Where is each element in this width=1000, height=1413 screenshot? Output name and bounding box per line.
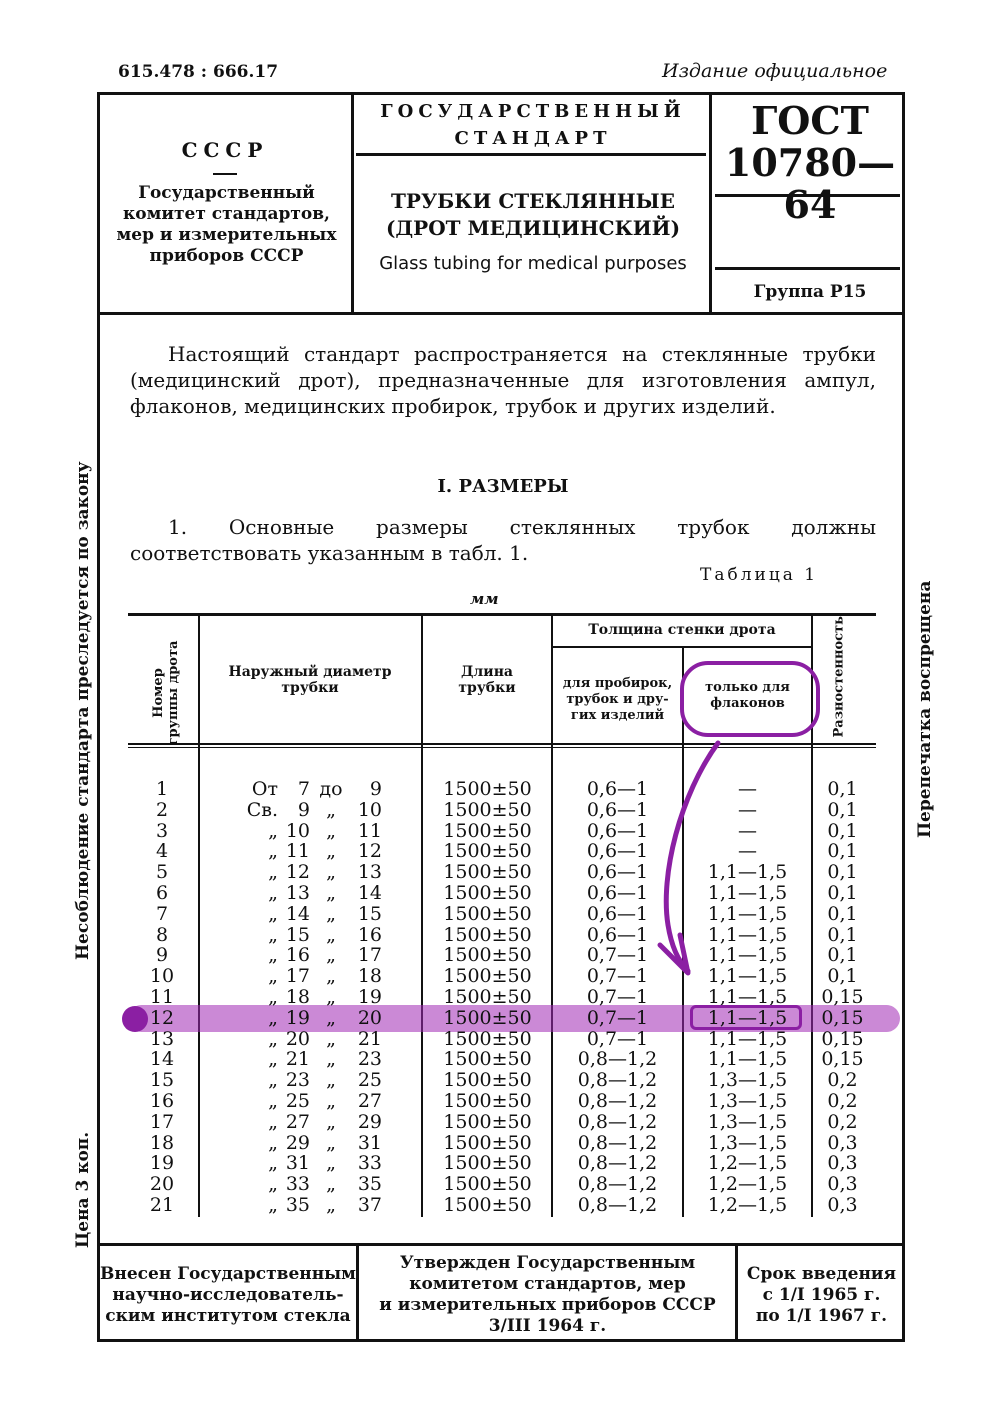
cell-diff: 0,2 <box>827 1069 858 1092</box>
cell-t2: 1,1—1,5 <box>707 882 788 904</box>
cell-length: 1500±50 <box>443 1194 532 1216</box>
cell-length: 1500±50 <box>443 1090 532 1112</box>
cell-t2: 1,1—1,5 <box>707 1006 788 1029</box>
cell-d1: 14 <box>285 902 310 925</box>
arrow-stroke <box>666 743 718 971</box>
cell-prefix: „ <box>268 1110 278 1133</box>
cell-mid: „ <box>326 1006 336 1029</box>
cell-t2: 1,2—1,5 <box>707 1173 788 1196</box>
table-label: Таблица 1 <box>700 565 819 585</box>
cell-prefix: „ <box>268 965 278 988</box>
cell-d1: 35 <box>285 1194 310 1216</box>
side-reprint-note: Перепечатка воспрещена <box>915 580 935 838</box>
footer-line: 3/III 1964 г. <box>488 1316 607 1336</box>
cell-t1: 0,8—1,2 <box>577 1069 658 1092</box>
cell-length: 1500±50 <box>443 1173 532 1196</box>
cell-num: 6 <box>155 882 169 904</box>
header-wall-thickness: Толщина стенки дрота <box>588 622 776 638</box>
cell-prefix: „ <box>268 1027 278 1050</box>
cell-d1: 7 <box>297 778 310 800</box>
committee-line: комитет стандартов, <box>123 204 330 224</box>
footer-divider-1 <box>356 1245 359 1340</box>
cell-t2: 1,1—1,5 <box>707 986 788 1008</box>
cell-t1: 0,7—1 <box>586 1027 649 1050</box>
cell-d2: 10 <box>357 798 382 821</box>
cell-t2: 1,3—1,5 <box>707 1090 788 1112</box>
cell-t1: 0,7—1 <box>586 944 649 967</box>
table-top-line <box>128 613 876 616</box>
cell-diff: 0,1 <box>827 778 858 800</box>
cell-prefix: „ <box>268 923 278 946</box>
cell-num: 8 <box>155 923 169 946</box>
cell-t1: 0,6—1 <box>586 819 649 842</box>
cell-prefix: „ <box>268 1194 278 1216</box>
cell-t1: 0,8—1,2 <box>577 1131 658 1154</box>
footer-line: по 1/I 1967 г. <box>755 1306 888 1326</box>
cell-d2: 19 <box>357 986 382 1008</box>
cell-mid: „ <box>326 798 336 821</box>
cell-t1: 0,6—1 <box>586 923 649 946</box>
cell-d1: 12 <box>285 861 310 884</box>
cell-t1: 0,6—1 <box>586 882 649 904</box>
cell-t2: 1,3—1,5 <box>707 1110 788 1133</box>
gost-number <box>715 100 905 226</box>
cell-prefix: „ <box>268 1090 278 1112</box>
udc-code: 615.478 : 666.17 <box>118 62 279 82</box>
cell-prefix: „ <box>268 1048 278 1071</box>
side-price: Цена 3 коп. <box>73 1131 93 1249</box>
cell-d2: 31 <box>357 1131 382 1154</box>
cell-num: 7 <box>155 902 169 925</box>
cell-num: 15 <box>149 1069 175 1092</box>
cell-diff: 0,3 <box>827 1173 858 1196</box>
cell-d1: 16 <box>285 944 310 967</box>
cell-t1: 0,8—1,2 <box>577 1173 658 1196</box>
cell-prefix: „ <box>268 902 278 925</box>
cell-num: 9 <box>155 944 169 967</box>
cell-mid: „ <box>326 840 336 863</box>
cell-mid: „ <box>326 1048 336 1071</box>
cell-diff: 0,15 <box>821 986 864 1008</box>
cell-num: 5 <box>155 861 169 884</box>
cell-diff: 0,3 <box>827 1194 858 1216</box>
cell-t2: — <box>738 819 757 842</box>
state-standard-heading <box>358 98 708 152</box>
cell-num: 1 <box>155 778 169 800</box>
cell-num: 17 <box>149 1110 175 1133</box>
cell-d2: 13 <box>357 861 382 884</box>
cell-t1: 0,7—1 <box>586 965 649 988</box>
cell-length: 1500±50 <box>443 986 532 1008</box>
header-line: трубок и дру- <box>566 692 669 707</box>
cell-diff: 0,15 <box>821 1027 864 1050</box>
cell-mid: „ <box>326 923 336 946</box>
gost-label: ГОСТ <box>751 98 869 143</box>
cell-length: 1500±50 <box>443 923 532 946</box>
cell-t2: 1,3—1,5 <box>707 1069 788 1092</box>
committee-line: мер и измерительных <box>116 225 337 245</box>
gost-code: 10780—64 <box>724 140 896 227</box>
cell-d1: 10 <box>285 819 310 842</box>
title-line: ТРУБКИ СТЕКЛЯННЫЕ <box>391 189 675 213</box>
side-legal-note: Несоблюдение стандарта преследуется по закону <box>73 461 93 960</box>
cell-diff: 0,1 <box>827 861 858 884</box>
cell-t2: 1,1—1,5 <box>707 923 788 946</box>
cell-d1: 25 <box>285 1090 310 1112</box>
cell-prefix: „ <box>268 1006 278 1029</box>
header-line: гих изделий <box>570 708 665 723</box>
cell-t1: 0,6—1 <box>586 798 649 821</box>
cell-diff: 0,1 <box>827 819 858 842</box>
cell-d2: 17 <box>357 944 382 967</box>
cell-t1: 0,6—1 <box>586 861 649 884</box>
cell-mid: „ <box>326 902 336 925</box>
cell-t1: 0,6—1 <box>586 778 649 800</box>
cell-prefix: „ <box>268 861 278 884</box>
cell-mid: „ <box>326 944 336 967</box>
cell-t1: 0,8—1,2 <box>577 1090 658 1112</box>
cell-num: 11 <box>149 986 175 1008</box>
cell-prefix: „ <box>268 840 278 863</box>
footer-line: Внесен Государственным <box>100 1264 356 1284</box>
cell-length: 1500±50 <box>443 902 532 925</box>
group-label: Группа Р15 <box>753 282 867 302</box>
committee-line: приборов СССР <box>149 246 304 266</box>
cell-d2: 27 <box>357 1090 382 1112</box>
footer-line: ским институтом стекла <box>105 1306 351 1326</box>
cell-diff: 0,1 <box>827 798 858 821</box>
cell-length: 1500±50 <box>443 819 532 842</box>
cell-t1: 0,7—1 <box>586 1006 649 1029</box>
cell-d2: 21 <box>357 1027 382 1050</box>
header-line: трубки <box>458 680 516 696</box>
cell-d2: 15 <box>357 902 382 925</box>
cell-t2: — <box>738 778 757 800</box>
cell-mid: до <box>319 778 343 800</box>
cell-mid: „ <box>326 882 336 904</box>
cell-diff: 0,3 <box>827 1131 858 1154</box>
cell-t2: 1,2—1,5 <box>707 1152 788 1175</box>
vials-header-circle <box>680 661 820 737</box>
cell-diff: 0,1 <box>827 840 858 863</box>
cell-t2: 1,1—1,5 <box>707 965 788 988</box>
cell-diff: 0,2 <box>827 1090 858 1112</box>
cell-length: 1500±50 <box>443 1048 532 1071</box>
cell-num: 13 <box>149 1027 175 1050</box>
cell-length: 1500±50 <box>443 1006 532 1029</box>
cell-t2: 1,1—1,5 <box>707 861 788 884</box>
cell-t1: 0,8—1,2 <box>577 1048 658 1071</box>
cell-d2: 29 <box>357 1110 382 1133</box>
cell-d1: 18 <box>285 986 310 1008</box>
cell-prefix: „ <box>268 1069 278 1092</box>
cell-d1: 17 <box>285 965 310 988</box>
cell-d2: 25 <box>357 1069 382 1092</box>
cell-length: 1500±50 <box>443 882 532 904</box>
cell-mid: „ <box>326 1194 336 1216</box>
cell-diff: 0,1 <box>827 902 858 925</box>
ussr-label: СССР <box>181 138 269 162</box>
cell-d2: 9 <box>369 778 382 800</box>
cell-d1: 27 <box>285 1110 310 1133</box>
cell-num: 2 <box>155 798 169 821</box>
cell-num: 4 <box>155 840 169 863</box>
cell-diff: 0,3 <box>827 1152 858 1175</box>
header-line: только для <box>705 680 790 695</box>
cell-length: 1500±50 <box>443 1152 532 1175</box>
title-line: (ДРОТ МЕДИЦИНСКИЙ) <box>385 216 681 240</box>
header-bottom-line <box>99 312 903 315</box>
cell-t1: 0,6—1 <box>586 840 649 863</box>
cell-num: 14 <box>149 1048 175 1071</box>
cell-prefix: От <box>251 778 278 800</box>
cell-d1: 19 <box>285 1006 310 1029</box>
cell-d1: 11 <box>285 840 310 863</box>
cell-d1: 15 <box>285 923 310 946</box>
footer-line: с 1/I 1965 г. <box>762 1285 881 1305</box>
header-group-number: Номер группы дрота <box>151 640 181 746</box>
header-line: Длина <box>460 664 514 680</box>
cell-mid: „ <box>326 1027 336 1050</box>
footer-line: научно-исследователь- <box>112 1285 344 1305</box>
cell-t1: 0,6—1 <box>586 902 649 925</box>
cell-prefix: „ <box>268 986 278 1008</box>
cell-diff: 0,15 <box>821 1048 864 1071</box>
cell-num: 3 <box>155 819 169 842</box>
cell-diff: 0,1 <box>827 965 858 988</box>
footer-line: и измерительных приборов СССР <box>379 1295 716 1315</box>
header-line: трубки <box>281 680 339 696</box>
cell-d2: 16 <box>357 923 382 946</box>
header-line: для пробирок, <box>562 676 673 691</box>
cell-num: 16 <box>149 1090 175 1112</box>
cell-d2: 20 <box>357 1006 382 1029</box>
footer-top-line <box>99 1243 903 1246</box>
cell-length: 1500±50 <box>443 965 532 988</box>
cell-length: 1500±50 <box>443 861 532 884</box>
cell-length: 1500±50 <box>443 778 532 800</box>
cell-t2: 1,1—1,5 <box>707 902 788 925</box>
cell-d1: 9 <box>297 798 310 821</box>
cell-t1: 0,7—1 <box>586 986 649 1008</box>
cell-d1: 33 <box>285 1173 310 1196</box>
cell-t1: 0,8—1,2 <box>577 1110 658 1133</box>
cell-d2: 37 <box>357 1194 382 1216</box>
state-standard-line: ГОСУДАРСТВЕННЫЙ <box>380 101 686 122</box>
cell-num: 19 <box>149 1152 175 1175</box>
document-title <box>358 188 708 242</box>
cell-length: 1500±50 <box>443 944 532 967</box>
cell-d2: 12 <box>357 840 382 863</box>
cell-t2: 1,3—1,5 <box>707 1131 788 1154</box>
edition-note: Издание официальное <box>662 60 888 82</box>
cell-d2: 11 <box>357 819 382 842</box>
cell-d2: 33 <box>357 1152 382 1175</box>
cell-d1: 20 <box>285 1027 310 1050</box>
footer-line: комитетом стандартов, мер <box>409 1274 686 1294</box>
cell-prefix: „ <box>268 1131 278 1154</box>
cell-t2: — <box>738 840 757 863</box>
table-header-line <box>128 743 876 745</box>
cell-diff: 0,1 <box>827 882 858 904</box>
annotation-arrow-icon <box>640 735 740 985</box>
cell-highlight-box <box>690 1005 802 1030</box>
header-for-tubes <box>553 676 682 724</box>
cell-diff: 0,2 <box>827 1110 858 1133</box>
cell-length: 1500±50 <box>443 1110 532 1133</box>
cell-d1: 29 <box>285 1131 310 1154</box>
section-title: I. РАЗМЕРЫ <box>437 476 569 497</box>
cell-d1: 31 <box>285 1152 310 1175</box>
header-outer-diameter <box>200 664 420 696</box>
table-col-line <box>421 615 423 1217</box>
cell-num: 20 <box>149 1173 175 1196</box>
footer-divider-2 <box>735 1245 738 1340</box>
table-header-line-2 <box>128 747 876 748</box>
cell-prefix: „ <box>268 819 278 842</box>
cell-prefix: „ <box>268 882 278 904</box>
table-col-line <box>198 615 200 1217</box>
cell-prefix: „ <box>268 1173 278 1196</box>
cell-mid: „ <box>326 965 336 988</box>
cell-num: 10 <box>149 965 175 988</box>
header-difference: Разностенность <box>831 616 847 738</box>
cell-num: 12 <box>149 1006 175 1029</box>
cell-mid: „ <box>326 1173 336 1196</box>
cell-mid: „ <box>326 1131 336 1154</box>
cell-d1: 13 <box>285 882 310 904</box>
cell-length: 1500±50 <box>443 1069 532 1092</box>
cell-length: 1500±50 <box>443 798 532 821</box>
cell-prefix: „ <box>268 944 278 967</box>
cell-t1: 0,8—1,2 <box>577 1194 658 1216</box>
cell-t2: 1,1—1,5 <box>707 1048 788 1071</box>
state-standard-line: СТАНДАРТ <box>454 128 612 149</box>
cell-length: 1500±50 <box>443 1027 532 1050</box>
cell-diff: 0,15 <box>821 1006 864 1029</box>
cell-t1: 0,8—1,2 <box>577 1152 658 1175</box>
cell-t2: 1,2—1,5 <box>707 1194 788 1216</box>
cell-t2: 1,1—1,5 <box>707 1027 788 1050</box>
footer-approved <box>360 1253 735 1337</box>
footer-submitted <box>100 1264 356 1327</box>
cell-num: 18 <box>149 1131 175 1154</box>
gost-line-2 <box>715 267 900 270</box>
committee-line: Государственный <box>138 183 315 203</box>
cell-t2: 1,1—1,5 <box>707 944 788 967</box>
cell-mid: „ <box>326 1090 336 1112</box>
cell-mid: „ <box>326 1069 336 1092</box>
document-title-english: Glass tubing for medical purposes <box>379 253 687 274</box>
unit-label: мм <box>470 590 499 608</box>
header-line: Наружный диаметр <box>228 664 392 680</box>
cell-d1: 21 <box>285 1048 310 1071</box>
cell-diff: 0,1 <box>827 923 858 946</box>
cell-prefix: „ <box>268 1152 278 1175</box>
committee-text <box>104 183 349 267</box>
cell-d2: 23 <box>357 1048 382 1071</box>
cell-d2: 35 <box>357 1173 382 1196</box>
header-divider-1 <box>351 94 354 312</box>
cell-d2: 14 <box>357 882 382 904</box>
cell-mid: „ <box>326 1152 336 1175</box>
clause-1: 1. Основные размеры стеклянных трубок должны соответствовать указанным в табл. 1. <box>130 515 876 565</box>
ussr-dash <box>213 173 237 175</box>
footer-term <box>740 1264 903 1327</box>
header-line: флаконов <box>710 696 785 711</box>
center-header-line <box>356 153 706 156</box>
header-divider-2 <box>709 94 712 312</box>
cell-d2: 18 <box>357 965 382 988</box>
cell-length: 1500±50 <box>443 1131 532 1154</box>
footer-line: Срок введения <box>746 1264 897 1284</box>
cell-t2: — <box>738 798 757 821</box>
cell-d1: 23 <box>285 1069 310 1092</box>
cell-diff: 0,1 <box>827 944 858 967</box>
cell-mid: „ <box>326 986 336 1008</box>
cell-mid: „ <box>326 819 336 842</box>
cell-mid: „ <box>326 861 336 884</box>
cell-prefix: Св. <box>246 798 278 821</box>
header-length <box>423 664 551 696</box>
intro-paragraph: Настоящий стандарт распространяется на стеклянные трубки (медицинский дрот), предназначенные для изготовления ампул, флаконов, медицинских пробирок, трубок и других изделий. <box>130 342 876 418</box>
footer-line: Утвержден Государственным <box>399 1253 696 1273</box>
cell-num: 21 <box>149 1194 175 1216</box>
cell-mid: „ <box>326 1110 336 1133</box>
cell-length: 1500±50 <box>443 840 532 863</box>
